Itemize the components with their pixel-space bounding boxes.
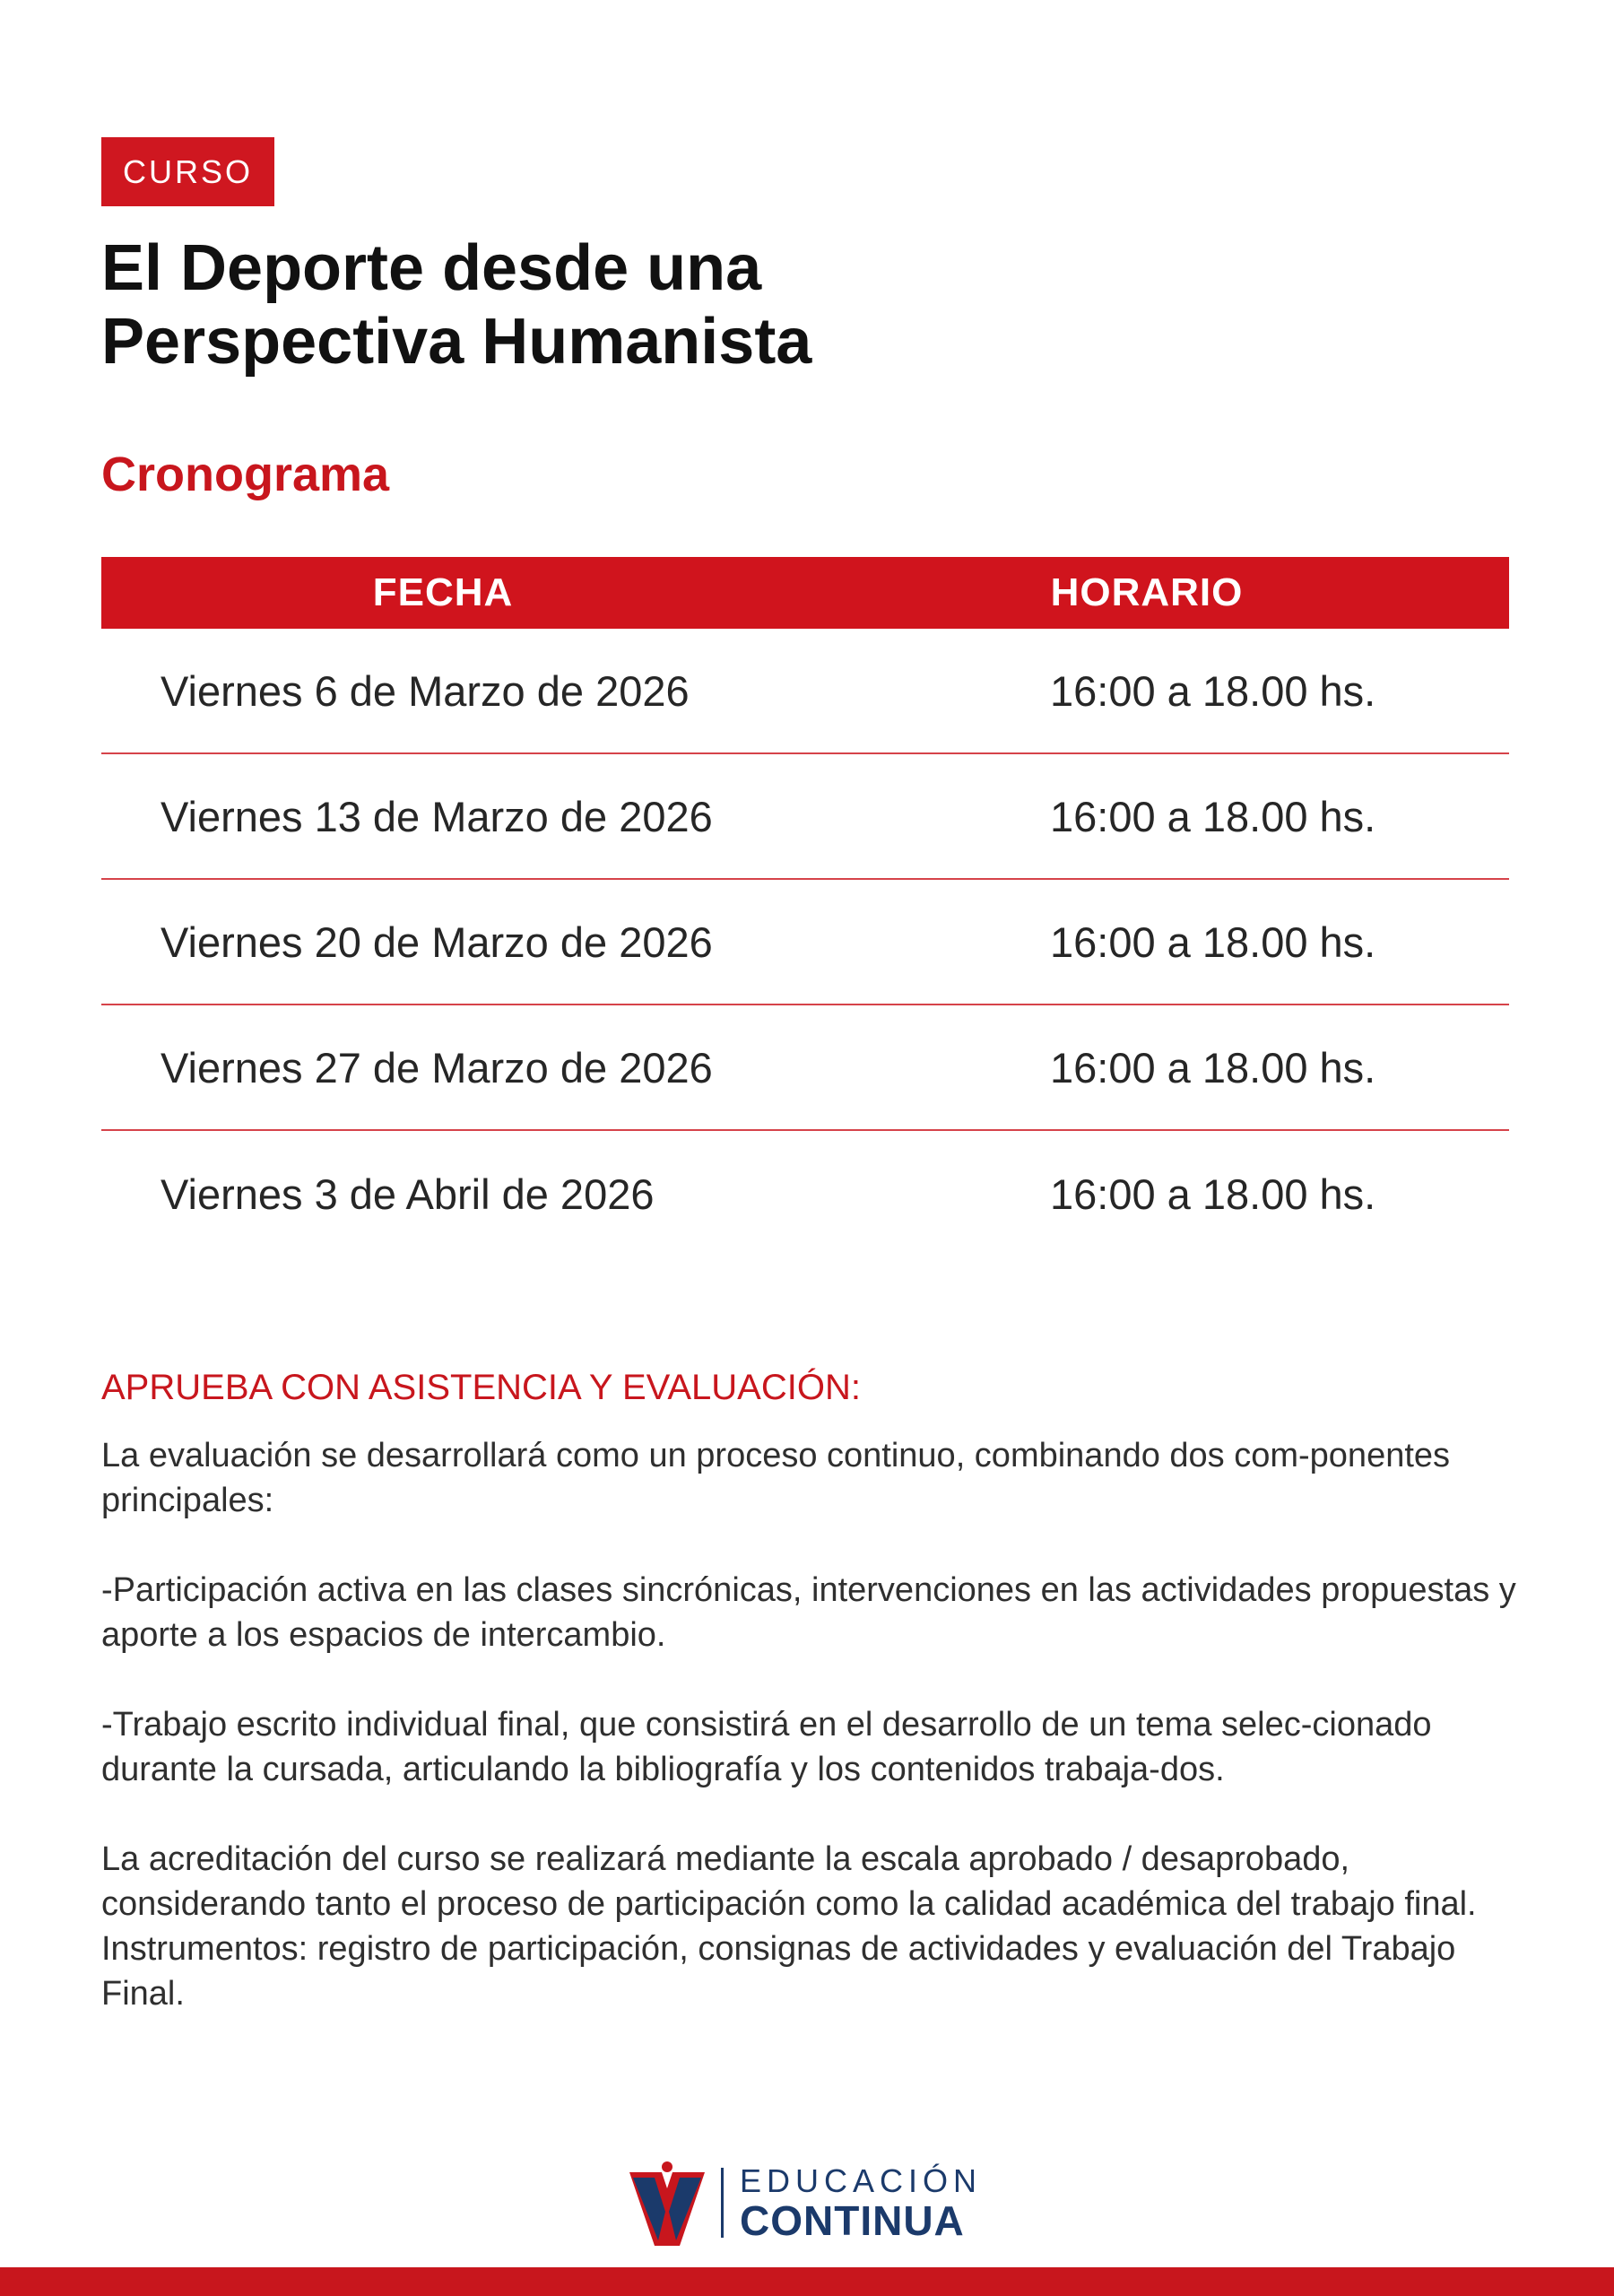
schedule-row: [101, 880, 1509, 1005]
course-title: [101, 231, 811, 378]
column-header-date: FECHA: [372, 570, 514, 614]
course-title-line2: Perspectiva Humanista: [101, 306, 812, 378]
evaluation-paragraph: -Participación activa en las clases sincrónicas, intervenciones en las actividades propuestas y aporte a los espacios de intercambio.: [101, 1571, 1516, 1654]
logo-line-1: EDUCACIÓN: [740, 2162, 983, 2199]
schedule-date: Viernes 6 de Marzo de 2026: [161, 666, 690, 715]
logo-line-2: CONTINUA: [740, 2197, 965, 2244]
column-header-time: HORARIO: [1050, 570, 1244, 614]
schedule-table: [101, 557, 1509, 1257]
schedule-time: 16:00 a 18.00 hs.: [1050, 918, 1376, 966]
schedule-date: Viernes 3 de Abril de 2026: [161, 1170, 655, 1218]
course-title-line1: El Deporte desde una: [101, 232, 762, 304]
schedule-row: [101, 629, 1509, 754]
educacion-continua-logo: [629, 2160, 982, 2246]
schedule-row: [101, 1005, 1509, 1131]
evaluation-heading: APRUEBA CON ASISTENCIA Y EVALUACIÓN:: [101, 1368, 861, 1407]
schedule-title: Cronograma: [101, 448, 390, 501]
evaluation-paragraph: La acreditación del curso se realizará mediante la escala aprobado / desaprobado, considerando tanto el proceso de participación como la calidad académica del trabajo final. Instrumentos: registro de participación, consignas de actividades y evaluación del Trabajo Final.: [101, 1840, 1477, 2013]
schedule-time: 16:00 a 18.00 hs.: [1050, 666, 1376, 715]
evaluation-body: [101, 1433, 1527, 2061]
logo-wordmark: [740, 2163, 982, 2242]
schedule-time: 16:00 a 18.00 hs.: [1050, 1170, 1376, 1218]
schedule-row: [101, 754, 1509, 880]
schedule-date: Viernes 13 de Marzo de 2026: [161, 792, 713, 840]
schedule-date: Viernes 20 de Marzo de 2026: [161, 918, 713, 966]
schedule-time: 16:00 a 18.00 hs.: [1050, 1043, 1376, 1091]
logo-separator: [721, 2168, 724, 2238]
course-badge: CURSO: [101, 137, 274, 206]
schedule-header-row: [101, 557, 1509, 629]
schedule-time: 16:00 a 18.00 hs.: [1050, 792, 1376, 840]
evaluation-paragraph: La evaluación se desarrollará como un proceso continuo, combinando dos com-ponentes principales:: [101, 1437, 1451, 1519]
footer-bar: [0, 2267, 1614, 2296]
university-shield-icon: [629, 2160, 705, 2246]
evaluation-paragraph: -Trabajo escrito individual final, que consistirá en el desarrollo de un tema selec-cionado durante la cursada, articulando la bibliografía y los contenidos trabaja-dos.: [101, 1706, 1432, 1788]
schedule-date: Viernes 27 de Marzo de 2026: [161, 1043, 713, 1091]
schedule-row: [101, 1131, 1509, 1257]
